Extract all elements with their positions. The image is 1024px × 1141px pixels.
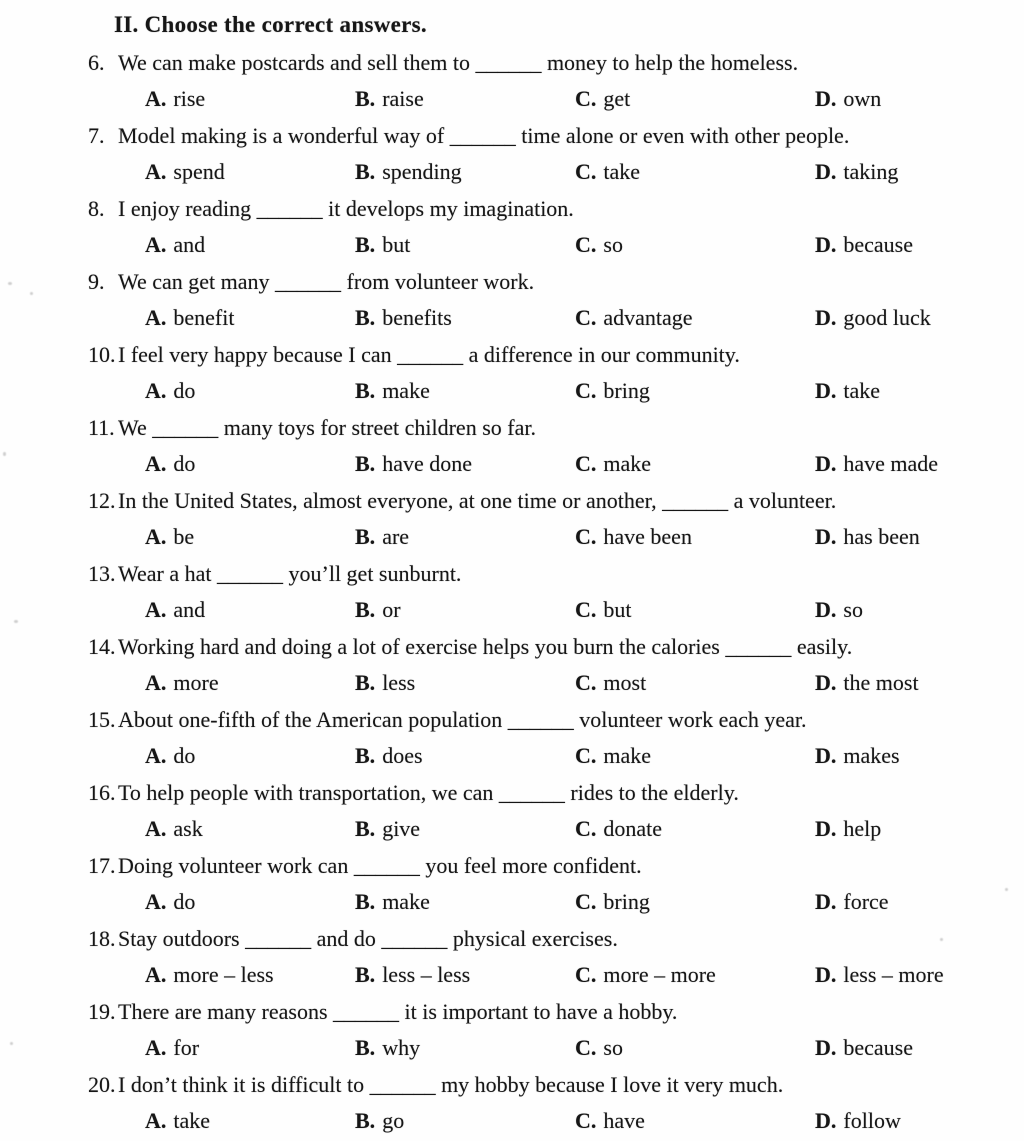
option-text: rise [173,86,206,111]
option-letter: A. [145,86,167,111]
options-row [145,227,1024,263]
question [0,1066,1024,1139]
option-letter: A. [145,451,167,476]
options-row [145,665,1024,701]
question [0,847,1024,920]
option-text: have done [382,451,472,476]
option-text: benefits [382,305,452,330]
option-text: taking [843,159,899,184]
option-text: more [173,670,219,695]
option-text: make [382,889,430,914]
option-text: have made [843,451,939,476]
option-text: force [843,889,889,914]
option-letter: D. [815,86,837,111]
option-text: spending [382,159,462,184]
option-letter: C. [575,378,597,403]
option-letter: C. [575,670,597,695]
option-d [815,154,1024,190]
question-stem: We can get many ______ from volunteer work. [118,269,535,294]
option-letter: D. [815,451,837,476]
option-letter: A. [145,1035,167,1060]
option-text: and [173,597,206,622]
question-stem: To help people with transportation, we can ______ rides to the elderly. [118,780,739,805]
option-text: but [382,232,411,257]
option-text: so [603,1035,623,1060]
question-stem: Wear a hat ______ you’ll get sunburnt. [118,561,462,586]
option-c [575,592,815,628]
option-text: donate [603,816,663,841]
option-a [145,227,355,263]
scan-speck [1005,888,1008,891]
option-b [355,738,575,774]
option-text: more – less [173,962,274,987]
option-text: are [382,524,410,549]
option-text: make [382,378,430,403]
question-number: 16. [88,780,116,805]
option-letter: A. [145,159,167,184]
question-stem: About one-fifth of the American population ______ volunteer work each year. [118,707,807,732]
option-text: take [843,378,881,403]
question [0,263,1024,336]
scan-speck [8,282,12,285]
option-d [815,811,1024,847]
option-letter: D. [815,816,837,841]
option-a [145,1030,355,1066]
option-letter: C. [575,451,597,476]
question-number: 14. [88,634,116,659]
option-letter: B. [355,670,376,695]
option-a [145,884,355,920]
option-d [815,519,1024,555]
scan-speck [14,620,18,623]
option-letter: A. [145,305,167,330]
option-b [355,665,575,701]
option-letter: A. [145,889,167,914]
scan-speck [3,452,6,456]
question-number: 6. [88,50,105,75]
option-c [575,81,815,117]
option-letter: B. [355,1035,376,1060]
section-title: II. Choose the correct answers. [114,12,427,37]
option-text: help [843,816,882,841]
option-text: have been [603,524,692,549]
question-number: 13. [88,561,116,586]
option-letter: A. [145,962,167,987]
question [0,44,1024,117]
options-row [145,81,1024,117]
option-text: ask [173,816,203,841]
question-number: 12. [88,488,116,513]
options-row [145,1030,1024,1066]
option-letter: B. [355,597,376,622]
option-c [575,957,815,993]
question-number: 18. [88,926,116,951]
option-d [815,81,1024,117]
option-text: most [603,670,647,695]
option-letter: A. [145,670,167,695]
option-a [145,957,355,993]
options-row [145,592,1024,628]
option-b [355,81,575,117]
option-c [575,884,815,920]
option-letter: C. [575,159,597,184]
option-d [815,446,1024,482]
options-row [145,811,1024,847]
option-a [145,738,355,774]
option-text: get [603,86,631,111]
option-letter: C. [575,1108,597,1133]
option-c [575,519,815,555]
option-text: good luck [843,305,931,330]
option-text: or [382,597,401,622]
option-letter: C. [575,743,597,768]
option-letter: B. [355,889,376,914]
question-stem: Stay outdoors ______ and do ______ physical exercises. [118,926,618,951]
option-letter: D. [815,378,837,403]
option-c [575,1103,815,1139]
question-number: 11. [88,415,115,440]
option-b [355,154,575,190]
option-a [145,373,355,409]
option-a [145,300,355,336]
option-letter: A. [145,597,167,622]
option-text: benefit [173,305,235,330]
question [0,774,1024,847]
option-text: less [382,670,416,695]
question-number: 10. [88,342,116,367]
option-d [815,1030,1024,1066]
scan-speck [10,1042,13,1045]
option-b [355,957,575,993]
option-c [575,738,815,774]
option-text: do [173,451,196,476]
option-letter: C. [575,816,597,841]
option-letter: C. [575,524,597,549]
question-number: 15. [88,707,116,732]
option-letter: B. [355,159,376,184]
options-row [145,519,1024,555]
option-letter: A. [145,524,167,549]
option-c [575,1030,815,1066]
option-letter: D. [815,232,837,257]
option-text: take [603,159,641,184]
option-text: do [173,889,196,914]
option-a [145,811,355,847]
options-row [145,1103,1024,1139]
option-text: the most [843,670,919,695]
option-d [815,1103,1024,1139]
option-a [145,81,355,117]
question-number: 17. [88,853,116,878]
question [0,336,1024,409]
question-stem: In the United States, almost everyone, at one time or another, ______ a volunteer. [118,488,837,513]
option-b [355,227,575,263]
option-c [575,300,815,336]
option-text: do [173,378,196,403]
question-number: 19. [88,999,116,1024]
option-b [355,884,575,920]
option-d [815,884,1024,920]
option-b [355,300,575,336]
option-text: take [173,1108,211,1133]
question [0,993,1024,1066]
option-text: advantage [603,305,693,330]
option-b [355,373,575,409]
option-a [145,592,355,628]
option-text: but [603,597,632,622]
option-letter: D. [815,962,837,987]
question-number: 20. [88,1072,116,1097]
question-number: 8. [88,196,105,221]
option-c [575,227,815,263]
option-letter: A. [145,816,167,841]
option-a [145,154,355,190]
option-letter: D. [815,670,837,695]
option-text: for [173,1035,200,1060]
option-text: makes [843,743,900,768]
option-letter: B. [355,232,376,257]
option-letter: C. [575,597,597,622]
option-text: be [173,524,195,549]
question [0,117,1024,190]
option-letter: C. [575,232,597,257]
option-d [815,227,1024,263]
option-text: why [382,1035,421,1060]
option-b [355,811,575,847]
question-stem: Working hard and doing a lot of exercise helps you burn the calories ______ easily. [118,634,853,659]
option-a [145,1103,355,1139]
option-c [575,373,815,409]
option-a [145,665,355,701]
option-letter: C. [575,305,597,330]
option-text: own [843,86,882,111]
option-b [355,519,575,555]
option-letter: D. [815,1108,837,1133]
option-text: less – more [843,962,944,987]
option-letter: C. [575,962,597,987]
option-a [145,519,355,555]
option-letter: B. [355,962,376,987]
option-text: and [173,232,206,257]
option-letter: D. [815,597,837,622]
option-letter: C. [575,1035,597,1060]
scan-speck [940,938,943,941]
option-letter: B. [355,743,376,768]
option-letter: D. [815,743,837,768]
option-letter: B. [355,378,376,403]
question-stem: Model making is a wonderful way of ______ time alone or even with other people. [118,123,850,148]
option-text: do [173,743,196,768]
question-stem: I don’t think it is difficult to ______ my hobby because I love it very much. [118,1072,784,1097]
option-letter: A. [145,1108,167,1133]
option-text: follow [843,1108,901,1133]
option-text: has been [843,524,920,549]
option-text: make [603,451,652,476]
options-row [145,738,1024,774]
option-c [575,811,815,847]
question-number: 7. [88,123,105,148]
option-c [575,665,815,701]
option-letter: D. [815,305,837,330]
option-text: spend [173,159,225,184]
options-row [145,154,1024,190]
question [0,482,1024,555]
option-text: make [603,743,652,768]
option-text: go [382,1108,405,1133]
option-d [815,592,1024,628]
option-letter: D. [815,889,837,914]
option-text: because [843,1035,914,1060]
option-letter: B. [355,524,376,549]
option-c [575,446,815,482]
option-text: less – less [382,962,471,987]
question [0,628,1024,701]
options-row [145,957,1024,993]
option-b [355,1030,575,1066]
option-b [355,1103,575,1139]
question-stem: Doing volunteer work can ______ you feel more confident. [118,853,642,878]
option-b [355,446,575,482]
option-letter: D. [815,1035,837,1060]
question-stem: We can make postcards and sell them to ______ money to help the homeless. [118,50,799,75]
option-text: because [843,232,914,257]
option-letter: B. [355,305,376,330]
question-stem: I feel very happy because I can ______ a difference in our community. [118,342,740,367]
option-d [815,373,1024,409]
option-d [815,738,1024,774]
options-row [145,446,1024,482]
question-stem: I enjoy reading ______ it develops my imagination. [118,196,574,221]
question [0,409,1024,482]
question-stem: We ______ many toys for street children so far. [118,415,536,440]
option-text: does [382,743,423,768]
scan-speck [30,292,33,295]
option-d [815,300,1024,336]
option-letter: A. [145,232,167,257]
option-text: raise [382,86,424,111]
option-letter: C. [575,889,597,914]
options-row [145,373,1024,409]
option-d [815,957,1024,993]
option-text: so [843,597,863,622]
option-letter: B. [355,1108,376,1133]
option-letter: D. [815,159,837,184]
option-text: so [603,232,623,257]
option-text: bring [603,889,650,914]
question-number: 9. [88,269,105,294]
question [0,920,1024,993]
question-stem: There are many reasons ______ it is important to have a hobby. [118,999,678,1024]
option-letter: B. [355,86,376,111]
option-d [815,665,1024,701]
option-letter: D. [815,524,837,549]
option-letter: B. [355,816,376,841]
option-a [145,446,355,482]
question [0,555,1024,628]
options-row [145,884,1024,920]
options-row [145,300,1024,336]
option-c [575,154,815,190]
option-letter: A. [145,743,167,768]
option-text: bring [603,378,650,403]
question [0,190,1024,263]
option-text: give [382,816,421,841]
option-text: have [603,1108,645,1133]
option-letter: C. [575,86,597,111]
question [0,701,1024,774]
option-text: more – more [603,962,716,987]
option-letter: B. [355,451,376,476]
option-b [355,592,575,628]
option-letter: A. [145,378,167,403]
